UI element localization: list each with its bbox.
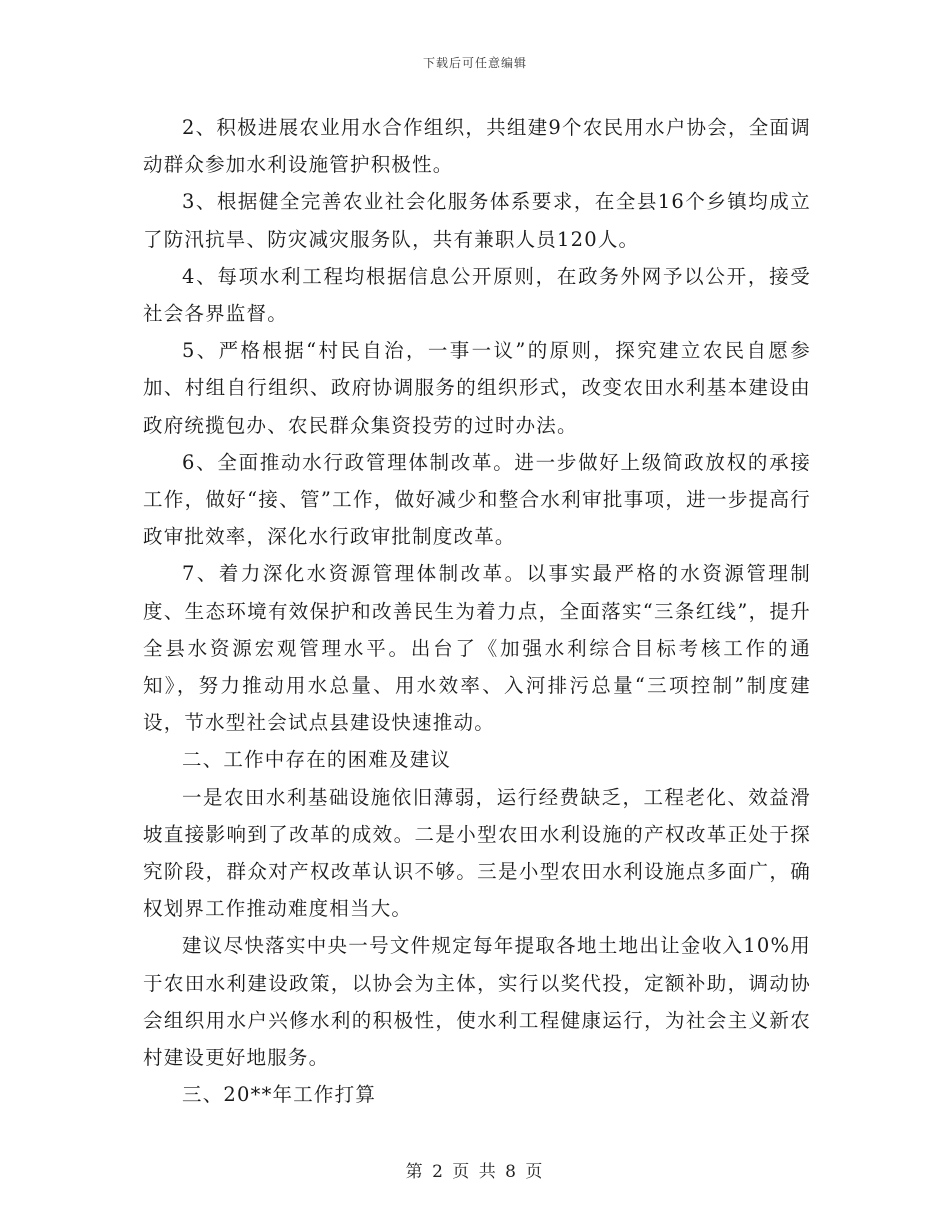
page-header-note: 下载后可任意编辑 <box>422 56 527 70</box>
paragraph-item-3: 3、根据健全完善农业社会化服务体系要求，在全县16个乡镇均成立了防汛抗旱、防灾减灾服务队，共有兼职人员120人。 <box>143 190 811 251</box>
section-heading-difficulties: 二、工作中存在的困难及建议 <box>182 748 452 772</box>
paragraph-item-2: 2、积极进展农业用水合作组织，共组建9个农民用水户协会，全面调动群众参加水利设施管护积极性。 <box>143 116 811 177</box>
paragraph-difficulties: 一是农田水利基础设施依旧薄弱，运行经费缺乏，工程老化、效益滑坡直接影响到了改革的成效。二是小型农田水利设施的产权改革正处于探究阶段，群众对产权改革认识不够。三是小型农田水利设施点多面广，确权划界工作推动难度相当大。 <box>143 785 811 921</box>
paragraph-suggestions: 建议尽快落实中央一号文件规定每年提取各地土地出让金收入10%用于农田水利建设政策，以协会为主体，实行以奖代投，定额补助，调动协会组织用水户兴修水利的积极性，使水利工程健康运行，为社会主义新农村建设更好地服务。 <box>143 934 811 1070</box>
paragraph-item-5: 5、严格根据“村民自治，一事一议”的原则，探究建立农民自愿参加、村组自行组织、政府协调服务的组织形式，改变农田水利基本建设由政府统揽包办、农民群众集资投劳的过时办法。 <box>143 339 811 437</box>
paragraph-item-6: 6、全面推动水行政管理体制改革。进一步做好上级简政放权的承接工作，做好“接、管”工作，做好减少和整合水利审批事项，进一步提高行政审批效率，深化水行政审批制度改革。 <box>143 450 811 549</box>
paragraph-item-7: 7、着力深化水资源管理体制改革。以事实最严格的水资源管理制度、生态环境有效保护和改善民生为着力点，全面落实“三条红线”，提升全县水资源宏观管理水平。出台了《加强水利综合目标考核工作的通知》，努力推动用水总量、用水效率、入河排污总量“三项控制”制度建设，节水型社会试点县建设快速推动。 <box>143 562 811 735</box>
paragraph-item-4: 4、每项水利工程均根据信息公开原则，在政务外网予以公开，接受社会各界监督。 <box>143 264 811 326</box>
section-heading-plan: 三、20**年工作打算 <box>182 1083 377 1107</box>
document-body <box>143 109 811 1113</box>
page-number-footer: 第 2 页 共 8 页 <box>405 1162 545 1182</box>
